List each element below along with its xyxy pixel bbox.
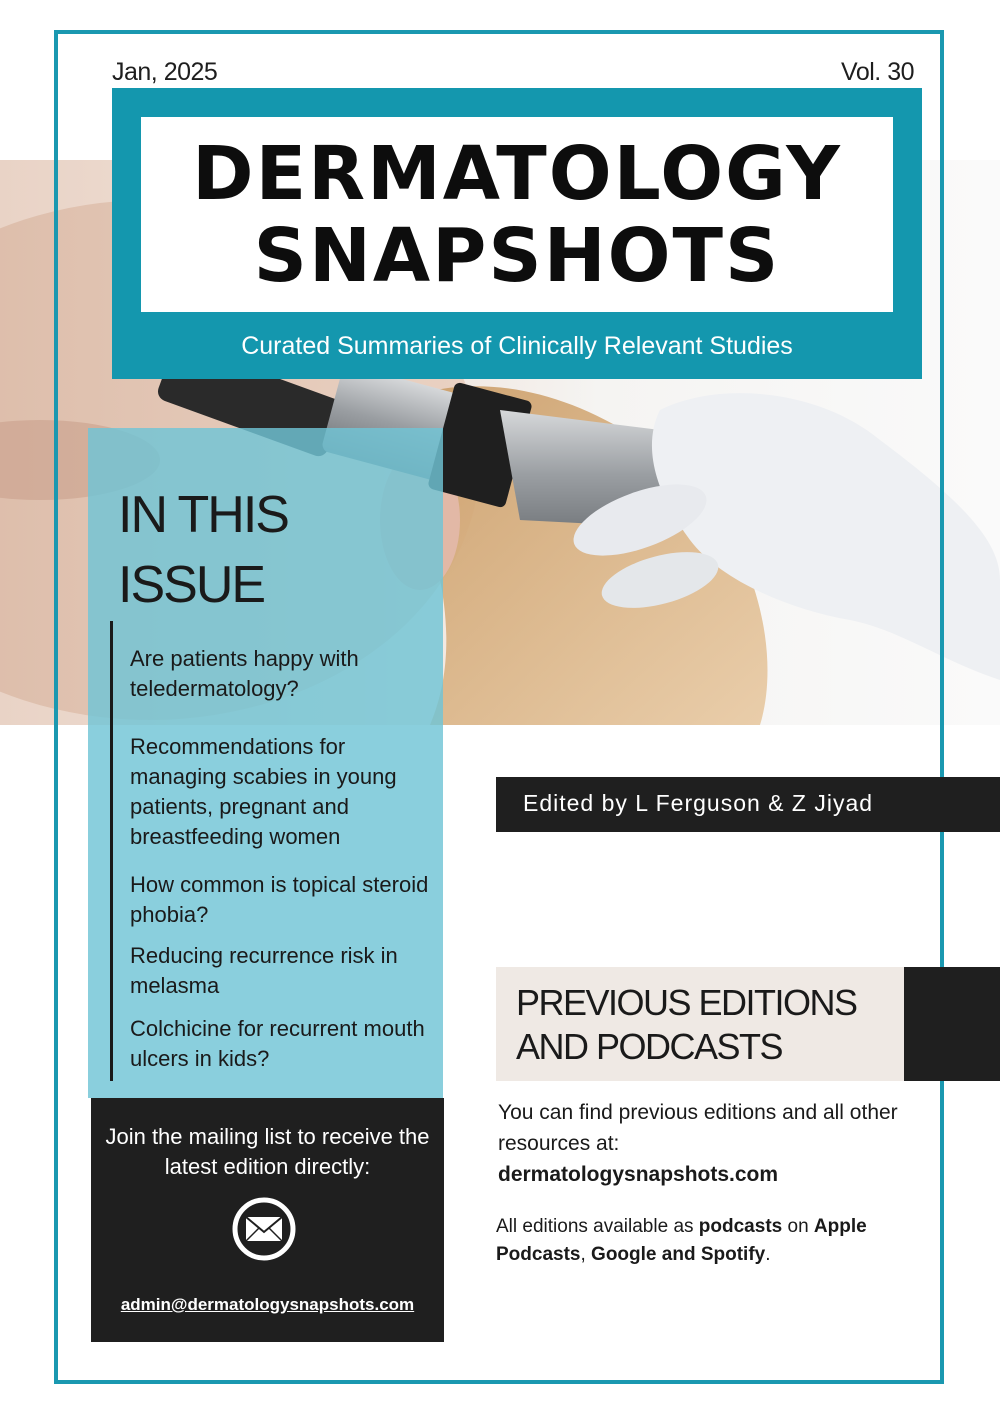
toc-item[interactable]: Are patients happy with teledermatology? [130, 646, 359, 701]
issue-volume: Vol. 30 [841, 58, 914, 86]
issue-date: Jan, 2025 [112, 58, 218, 86]
toc-item[interactable]: Colchicine for recurrent mouth ulcers in kids? [130, 1016, 425, 1071]
previous-editions-text [498, 1097, 918, 1190]
title-line-2: SNAPSHOTS [253, 212, 781, 299]
website-link[interactable]: dermatologysnapshots.com [498, 1163, 779, 1186]
heading-line-2: ISSUE [118, 556, 265, 614]
toc-item[interactable]: Reducing recurrence risk in melasma [130, 943, 398, 998]
toc-item[interactable]: How common is topical steroid phobia? [130, 872, 429, 927]
google-spotify-label: Google and Spotify [591, 1244, 766, 1265]
podcast-text-part: on [782, 1216, 814, 1237]
previous-editions-description: You can find previous editions and all other resources at: [498, 1101, 898, 1155]
heading-line-1: IN THIS [118, 486, 288, 544]
title-line-1: DERMATOLOGY [192, 130, 842, 217]
heading-line-2: AND PODCASTS [516, 1026, 783, 1067]
masthead [112, 88, 922, 379]
heading-line-1: PREVIOUS EDITIONS [516, 982, 857, 1023]
editors-text: Edited by L Ferguson & Z Jiyad [523, 790, 874, 816]
subtitle: Curated Summaries of Clinically Relevant Studies [241, 332, 793, 360]
podcast-text-part: All editions available as [496, 1216, 699, 1237]
toc-vertical-rule [110, 621, 113, 1081]
email-link[interactable]: admin@dermatologysnapshots.com [120, 1295, 415, 1314]
previous-editions-box [496, 967, 904, 1081]
dark-accent-block [904, 967, 1000, 1081]
podcast-text-part: . [765, 1244, 771, 1265]
podcast-text-part: , [580, 1244, 592, 1265]
mailing-list-box [91, 1098, 444, 1342]
previous-editions-heading [516, 981, 857, 1069]
apple-podcasts-label: Apple Podcasts [496, 1216, 867, 1265]
in-this-issue-panel [88, 428, 443, 1098]
in-this-issue-heading [118, 480, 288, 620]
editors-bar [496, 777, 1000, 832]
mailing-list-text: Join the mailing list to receive the latest edition directly: [105, 1124, 430, 1179]
title-box [141, 117, 893, 312]
toc-item[interactable]: Recommendations for managing scabies in young patients, pregnant and breastfeeding women [130, 734, 397, 849]
podcast-word: podcasts [698, 1216, 783, 1237]
podcast-text [496, 1213, 936, 1269]
envelope-icon[interactable] [232, 1197, 296, 1261]
